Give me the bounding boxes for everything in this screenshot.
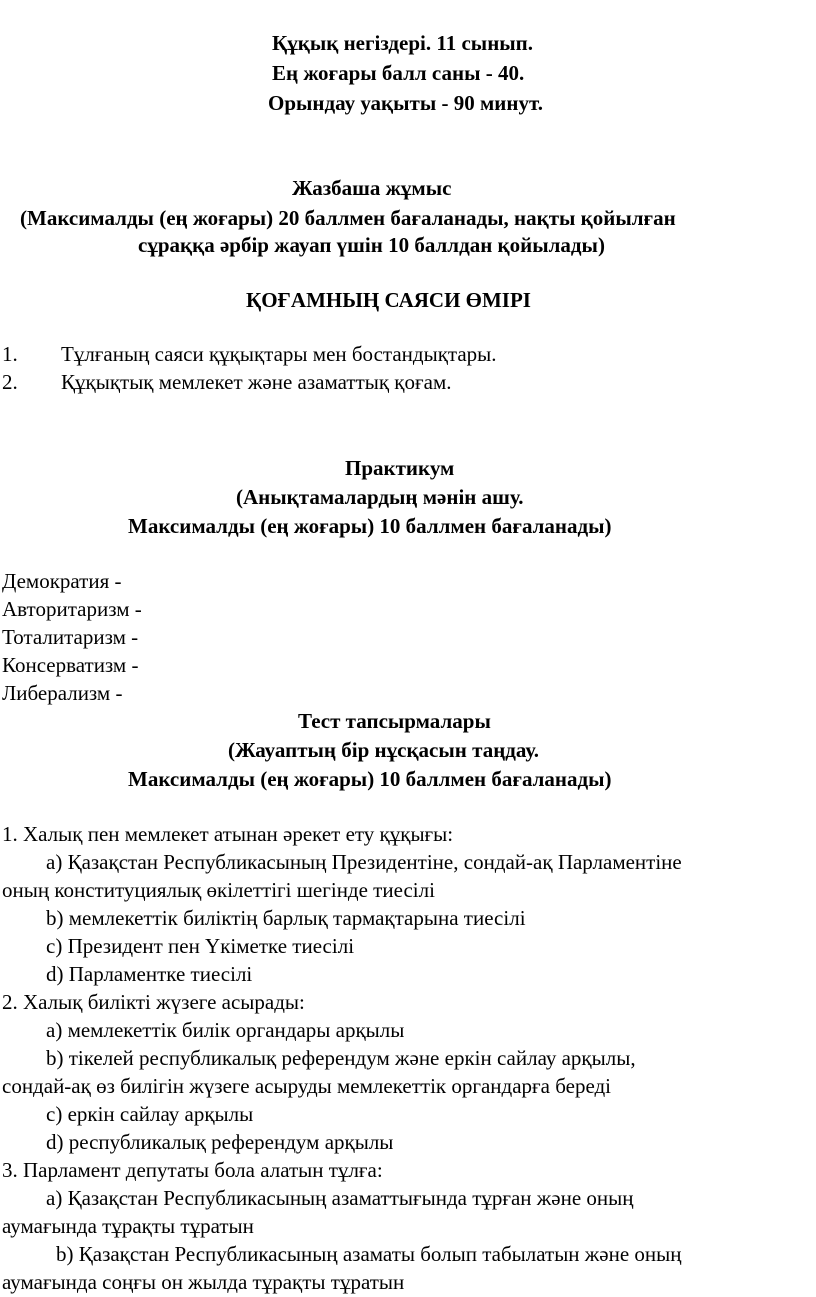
- written-work-description-line2: сұраққа әрбір жауап үшін 10 баллдан қойылады): [138, 233, 605, 257]
- test-option: d) республикалық референдум арқылы: [46, 1130, 394, 1154]
- header-duration-line: Орындау уақыты - 90 минут.: [268, 91, 543, 115]
- written-work-description-line1: (Максималды (ең жоғары) 20 баллмен бағаланады, нақты қойылған: [20, 206, 676, 230]
- test-option: c) еркін сайлау арқылы: [46, 1102, 254, 1126]
- test-option: а) мемлекеттік билік органдары арқылы: [46, 1018, 405, 1042]
- test-option-continuation: аумағында тұрақты тұратын: [2, 1214, 254, 1238]
- question-number: 2.: [2, 370, 18, 394]
- question-text: Тұлғаның саяси құқықтары мен бостандықтары.: [61, 342, 497, 366]
- header-max-score-line: Ең жоғары балл саны - 40.: [272, 61, 525, 85]
- question-text: Құқықтық мемлекет және азаматтық қоғам.: [61, 370, 452, 394]
- practicum-instruction: (Анықтамалардың мәнін ашу.: [236, 485, 524, 509]
- term-item: Авторитаризм -: [2, 597, 142, 621]
- test-option: b) тікелей республикалық референдум және еркін сайлау арқылы,: [46, 1046, 636, 1070]
- test-option-continuation: сондай-ақ өз билігін жүзеге асыруды мемлекеттік органдарға береді: [2, 1074, 612, 1098]
- test-option-continuation: оның конституциялық өкілеттігі шегінде тиесілі: [2, 878, 435, 902]
- practicum-score-note: Максималды (ең жоғары) 10 баллмен бағаланады): [128, 514, 612, 538]
- written-work-title: Жазбаша жұмыс: [292, 176, 452, 200]
- test-instruction: (Жауаптың бір нұсқасын таңдау.: [228, 738, 540, 762]
- term-item: Консерватизм -: [2, 653, 139, 677]
- test-option: а) Қазақстан Республикасының Президентіне, сондай-ақ Парламентіне: [46, 850, 682, 874]
- section-title: ҚОҒАМНЫҢ САЯСИ ӨМІРІ: [246, 288, 531, 312]
- test-option: d) Парламентке тиесілі: [46, 962, 253, 986]
- question-number: 1.: [2, 342, 18, 366]
- test-title: Тест тапсырмалары: [298, 709, 491, 733]
- test-question: 3. Парламент депутаты бола алатын тұлға:: [2, 1158, 383, 1182]
- term-item: Либерализм -: [2, 681, 123, 705]
- term-item: Демократия -: [2, 569, 122, 593]
- practicum-title: Практикум: [345, 456, 455, 480]
- test-question: 2. Халық билікті жүзеге асырады:: [2, 990, 305, 1014]
- test-option: b) мемлекеттік биліктің барлық тармақтарына тиесілі: [46, 906, 526, 930]
- test-option-continuation: аумағында соңғы он жылда тұрақты тұратын: [2, 1270, 405, 1294]
- header-subject-line: Құқық негіздері. 11 сынып.: [272, 31, 534, 55]
- term-item: Тоталитаризм -: [2, 625, 139, 649]
- test-question: 1. Халық пен мемлекет атынан әрекет ету құқығы:: [2, 822, 454, 846]
- test-option: c) Президент пен Үкіметке тиесілі: [46, 934, 355, 958]
- test-score-note: Максималды (ең жоғары) 10 баллмен бағаланады): [128, 767, 612, 791]
- test-option: b) Қазақстан Республикасының азаматы болып табылатын және оның: [56, 1242, 682, 1266]
- test-option: а) Қазақстан Республикасының азаматтығында тұрған және оның: [46, 1186, 634, 1210]
